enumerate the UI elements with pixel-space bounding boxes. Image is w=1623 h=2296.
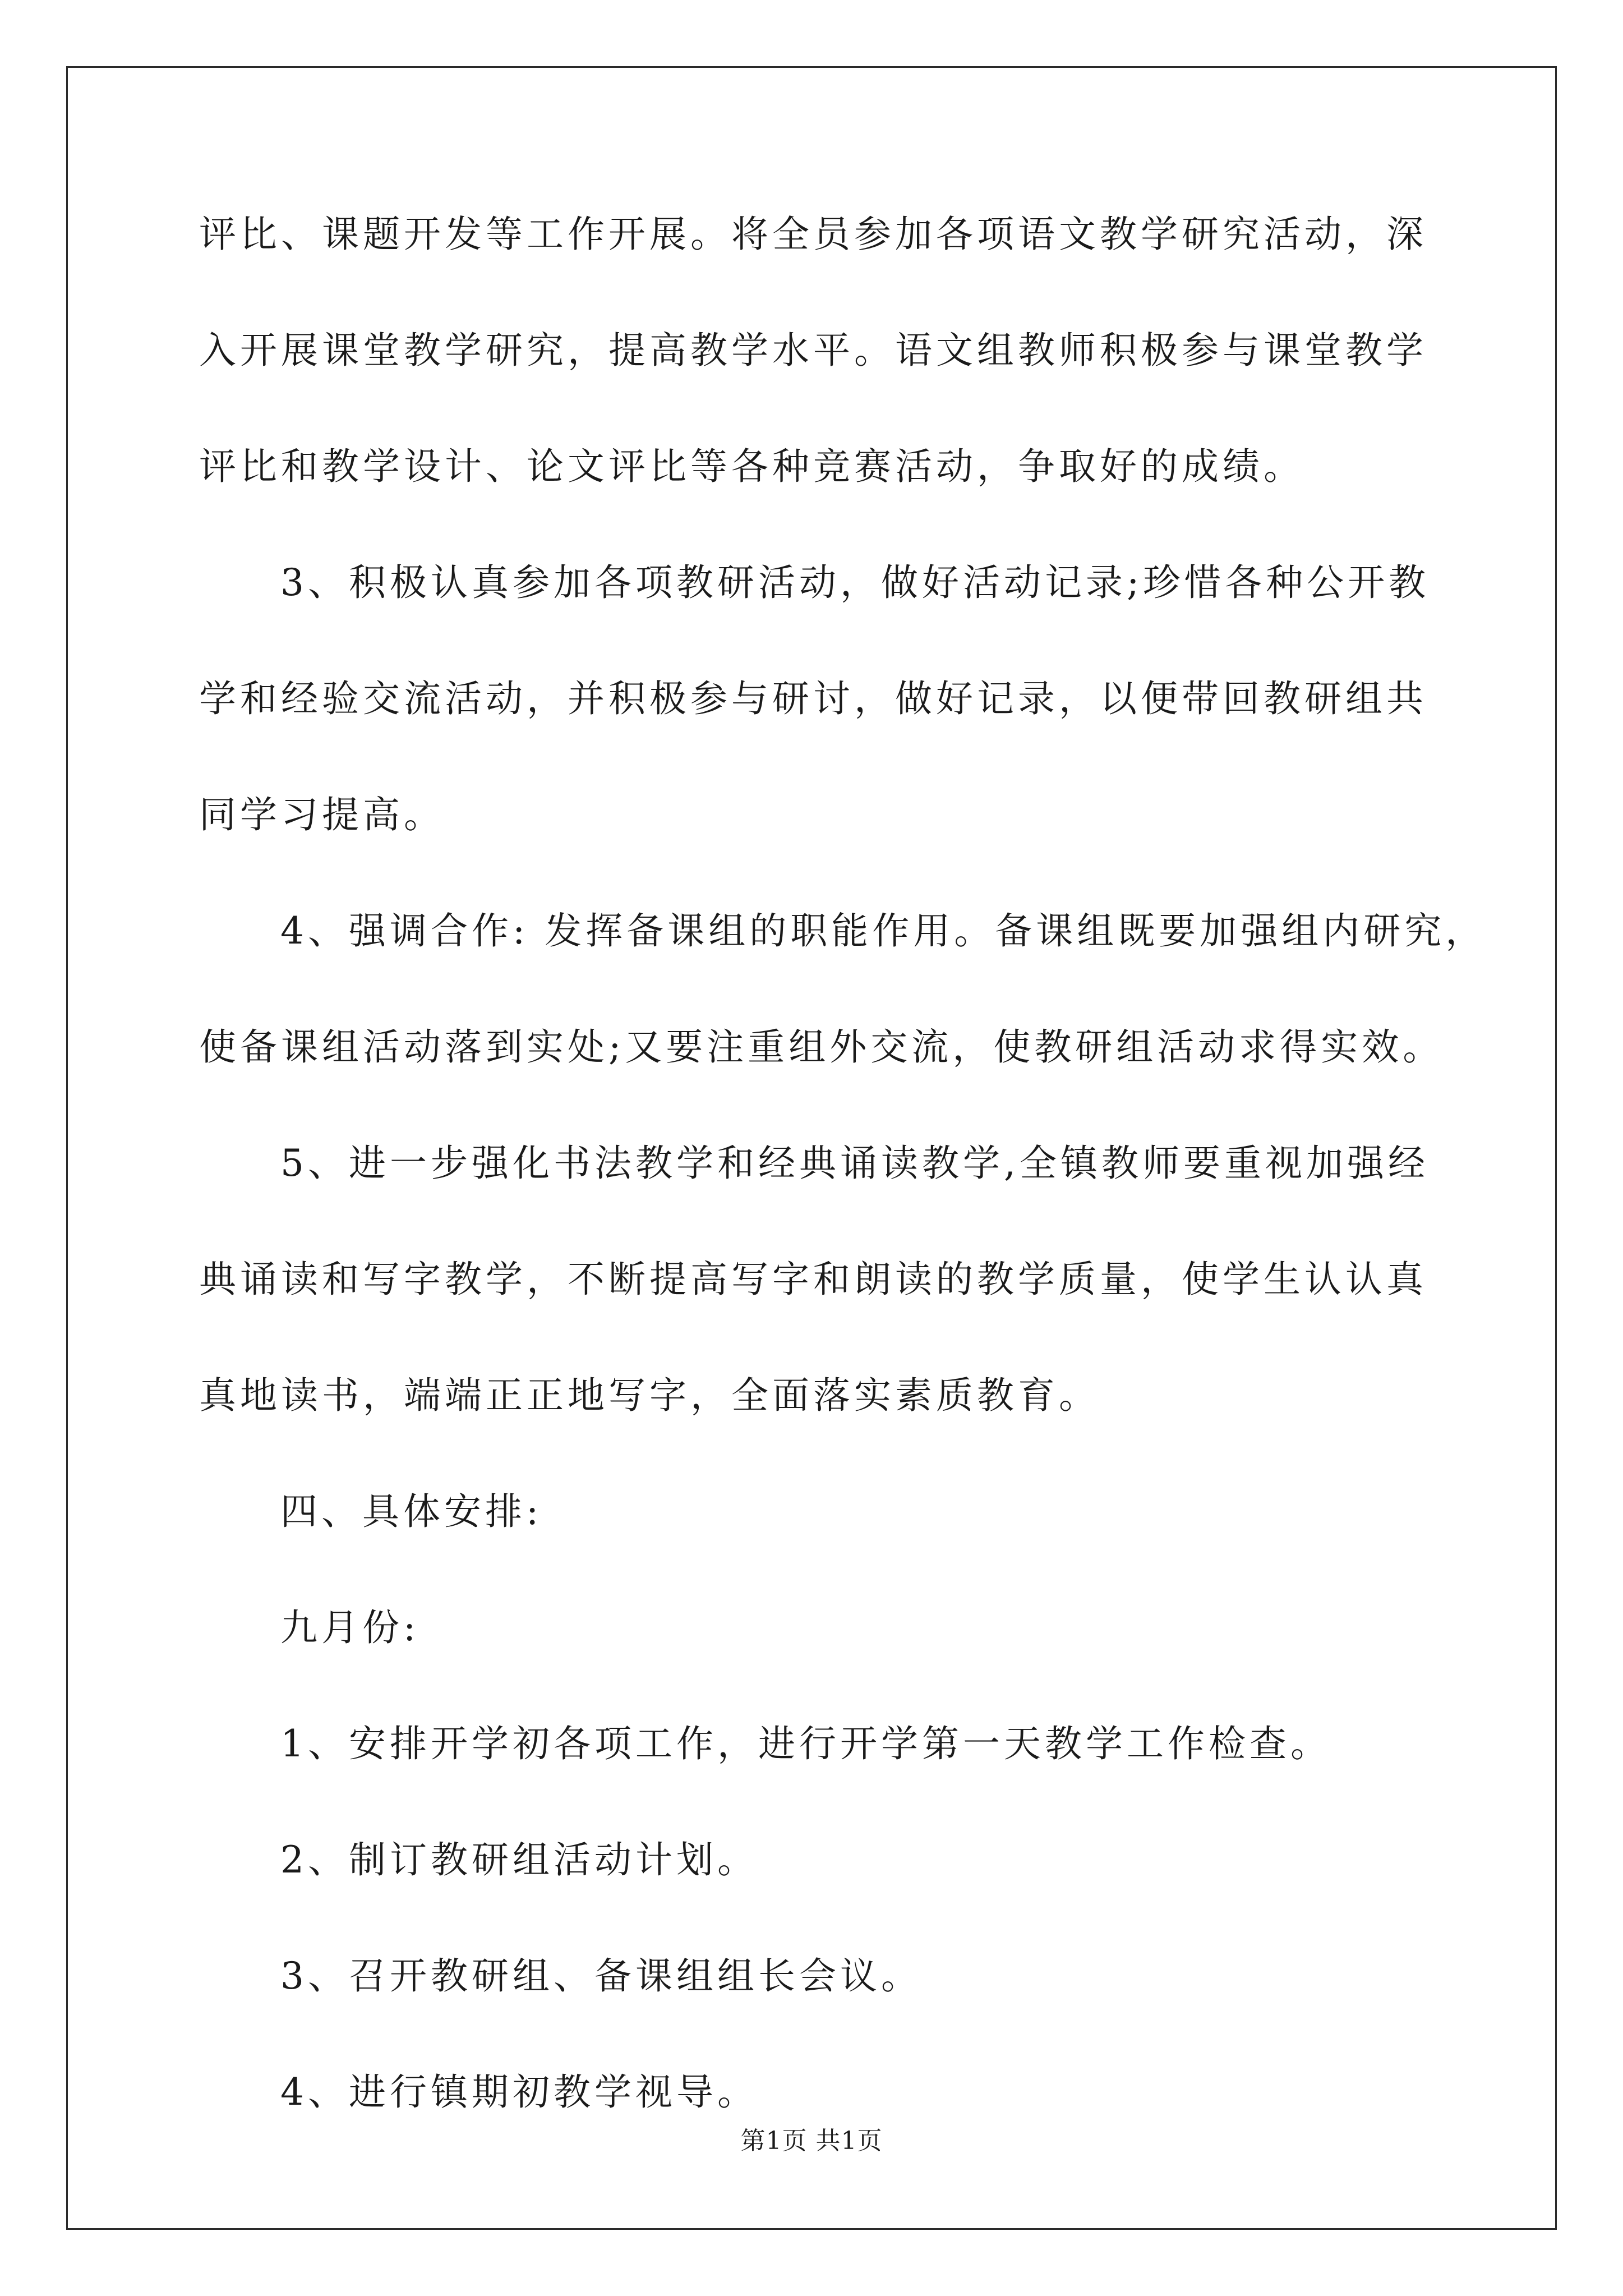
list-item: 1、安排开学初各项工作，进行开学第一天教学工作检查。 <box>280 1722 1331 1765</box>
text-line: 使备课组活动落到实处;又要注重组外交流，使教研组活动求得实效。 <box>199 1025 1444 1069</box>
section-heading: 四、具体安排: <box>280 1490 543 1533</box>
text-line: 入开展课堂教学研究，提高教学水平。语文组教师积极参与课堂教学 <box>199 329 1427 372</box>
text-line: 同学习提高。 <box>199 793 445 836</box>
text-line: 典诵读和写字教学，不断提高写字和朗读的教学质量，使学生认认真 <box>199 1258 1427 1301</box>
list-item: 4、进行镇期初教学视导。 <box>280 2070 758 2114</box>
month-heading: 九月份: <box>280 1606 420 1649</box>
text-line: 学和经验交流活动，并积极参与研讨，做好记录，以便带回教研组共 <box>199 677 1427 720</box>
text-line: 5、进一步强化书法教学和经典诵读教学,全镇教师要重视加强经 <box>280 1142 1429 1185</box>
list-item: 3、召开教研组、备课组组长会议。 <box>280 1954 922 1998</box>
text-line: 4、强调合作: 发挥备课组的职能作用。备课组既要加强组内研究， <box>280 909 1487 953</box>
text-line: 评比、课题开发等工作开展。将全员参加各项语文教学研究活动，深 <box>199 213 1427 256</box>
list-item: 2、制订教研组活动计划。 <box>280 1838 758 1881</box>
text-line: 3、积极认真参加各项教研活动，做好活动记录;珍惜各种公开教 <box>280 561 1430 604</box>
text-line: 评比和教学设计、论文评比等各种竞赛活动，争取好的成绩。 <box>199 445 1304 488</box>
text-line: 真地读书，端端正正地写字，全面落实素质教育。 <box>199 1374 1100 1417</box>
page-number: 第1页 共1页 <box>740 2127 883 2155</box>
